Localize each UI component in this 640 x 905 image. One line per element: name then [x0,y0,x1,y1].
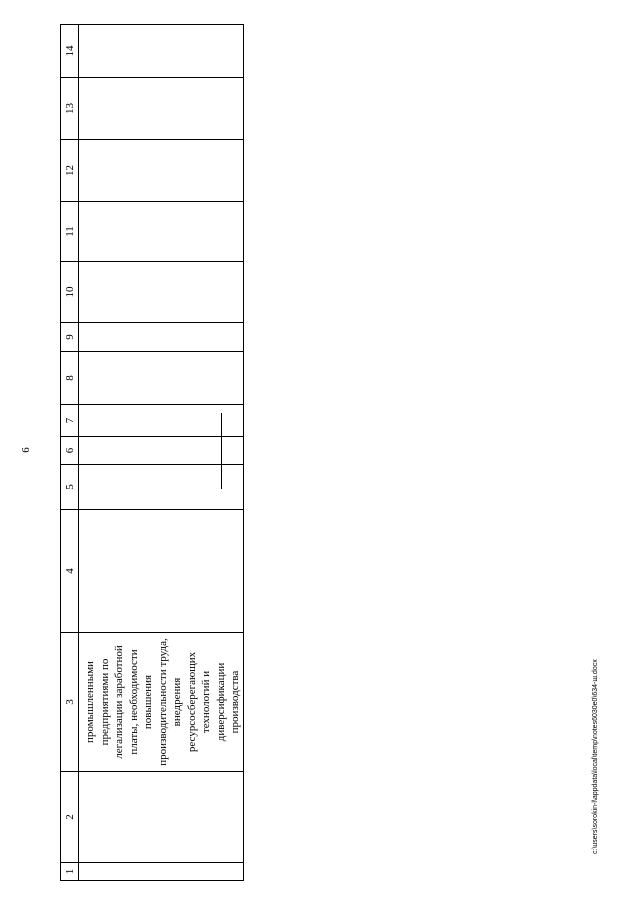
table-cell [79,510,244,633]
column-header: 13 [61,78,79,140]
table-cell [79,863,244,881]
column-header: 7 [61,405,79,437]
table-cell [79,465,244,510]
table-cell [79,352,244,405]
table-cell [79,25,244,78]
column-header: 1 [61,863,79,881]
column-header: 6 [61,437,79,465]
page-number: 6 [20,447,32,453]
table-cell [79,262,244,323]
column-header: 4 [61,510,79,633]
column-header: 5 [61,465,79,510]
column-header: 11 [61,202,79,262]
column-header: 14 [61,25,79,78]
separator-rule [221,413,222,489]
table-header-row [61,25,79,881]
table-row [79,25,244,881]
table-cell [79,772,244,863]
column-header: 3 [61,633,79,772]
column-header: 10 [61,262,79,323]
table-cell [79,405,244,437]
cell-text: промышленными предприятиями по легализации заработной платы, необходимости повышения производительности труда, внедрения ресурсосберегающих технологий и диверсификации производства [84,638,241,766]
column-header: 9 [61,323,79,352]
table-cell [79,323,244,352]
table-cell [79,437,244,465]
column-header: 2 [61,772,79,863]
column-header: 8 [61,352,79,405]
table-cell-text [79,633,244,772]
column-header: 12 [61,140,79,202]
table-cell [79,78,244,140]
footer-file-path: c:\users\sorokin-l\appdata\local\temp\notes6030e0\634-ш.docx [592,659,599,854]
table-cell [79,202,244,262]
data-table [60,24,244,881]
table-cell [79,140,244,202]
